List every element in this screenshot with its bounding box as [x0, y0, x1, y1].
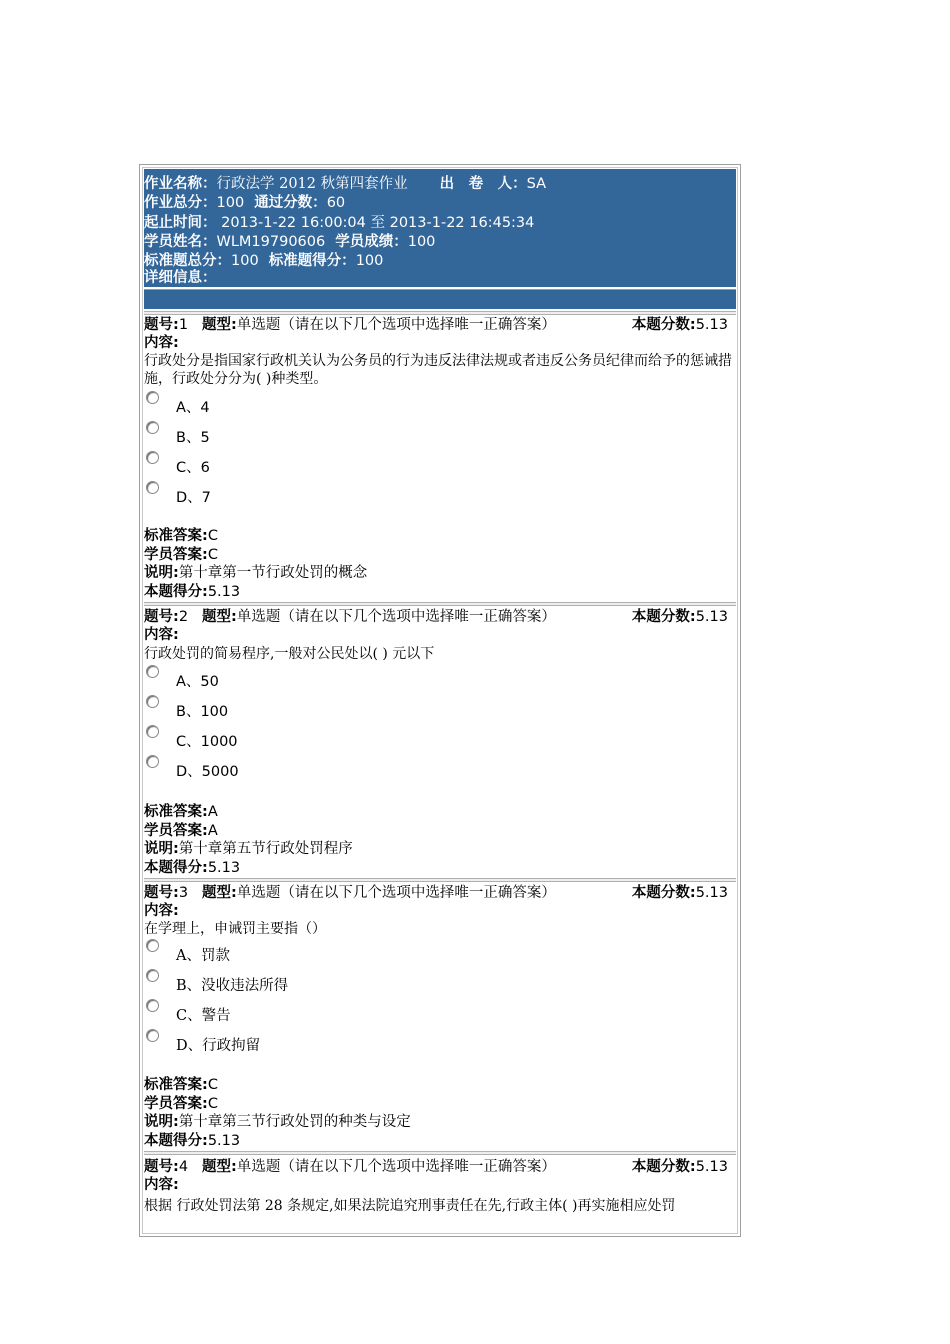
qnum-label: 题号:	[144, 317, 179, 333]
pass-label: 通过分数：	[254, 195, 327, 211]
student-value: WLM19790606	[216, 234, 326, 250]
header-detail-bar	[144, 289, 736, 309]
score-value: 5.13	[695, 885, 728, 901]
header-line-student	[144, 233, 435, 252]
grade-label: 学员成绩：	[335, 234, 408, 250]
std-answer-value: A	[207, 804, 218, 820]
option-label: D、行政拘留	[176, 1038, 261, 1054]
homework-frame	[139, 164, 741, 1237]
total-label: 作业总分：	[144, 195, 217, 211]
qtype-label: 题型:	[202, 1159, 237, 1175]
explain-value: 第十章第五节行政处罚程序	[178, 841, 353, 857]
question-text: 行政处分是指国家行政机关认为公务员的行为违反法律法规或者违反公务员纪律而给予的惩诫措施，行政处分分为( )种类型。	[144, 353, 732, 387]
qnum-value: 3	[178, 885, 189, 901]
radio-button[interactable]	[146, 969, 159, 982]
std-score-value: 100	[355, 253, 384, 269]
stu-answer-row	[144, 822, 218, 840]
separator	[144, 602, 736, 606]
std-total-value: 100	[231, 253, 259, 269]
stu-answer-value: C	[207, 1096, 218, 1112]
std-answer-label: 标准答案:	[144, 804, 208, 820]
qnum-value: 2	[178, 609, 189, 625]
explain-value: 第十章第三节行政处罚的种类与设定	[178, 1114, 411, 1130]
explain-label: 说明:	[144, 841, 179, 857]
explain-value: 第十章第一节行政处罚的概念	[178, 565, 368, 581]
radio-button[interactable]	[146, 755, 159, 768]
explain-row	[144, 1113, 411, 1131]
detail-label: 详细信息：	[144, 270, 217, 286]
option-label: B、100	[176, 704, 229, 720]
explain-row	[144, 840, 353, 858]
stu-answer-row	[144, 546, 218, 564]
header-line-time	[144, 214, 534, 233]
got-row	[144, 859, 240, 877]
qtype-label: 题型:	[202, 609, 237, 625]
separator	[144, 311, 736, 315]
std-score-label: 标准题得分：	[268, 253, 356, 269]
option-label: A、4	[176, 400, 210, 416]
qtype-label: 题型:	[202, 317, 237, 333]
option-label: B、5	[176, 430, 210, 446]
content-label: 内容:	[144, 627, 179, 643]
qnum-value: 1	[178, 317, 189, 333]
time-label: 起止时间：	[144, 215, 217, 231]
question-4-score	[632, 1158, 728, 1176]
pass-value: 60	[326, 195, 346, 211]
radio-button[interactable]	[146, 421, 159, 434]
question-text: 根据 行政处罚法第 28 条规定,如果法院追究刑事责任在先,行政主体( )再实施相应处罚	[144, 1198, 676, 1214]
total-value: 100	[216, 195, 245, 211]
option-label: B、没收违法所得	[176, 978, 289, 994]
name-label: 作业名称：	[144, 176, 217, 192]
question-2-score	[632, 608, 728, 626]
separator	[144, 878, 736, 882]
score-value: 5.13	[695, 317, 728, 333]
content-label: 内容:	[144, 335, 179, 351]
score-label: 本题分数:	[631, 885, 696, 901]
stu-answer-value: C	[207, 547, 218, 563]
homework-name: 行政法学 2012 秋第四套作业	[216, 176, 408, 192]
content-label: 内容:	[144, 1177, 179, 1193]
got-row	[144, 1132, 240, 1150]
separator	[144, 1151, 736, 1155]
option-label: D、7	[176, 490, 211, 506]
score-label: 本题分数:	[631, 317, 696, 333]
header-line-name	[144, 175, 546, 194]
radio-button[interactable]	[146, 939, 159, 952]
radio-button[interactable]	[146, 695, 159, 708]
got-value: 5.13	[207, 860, 241, 876]
qnum-label: 题号:	[144, 609, 179, 625]
question-3-score	[632, 884, 728, 902]
qtype-value: 单选题（请在以下几个选项中选择唯一正确答案）	[236, 609, 556, 625]
got-label: 本题得分:	[144, 1133, 208, 1149]
homework-header	[144, 169, 736, 287]
std-answer-row	[144, 803, 218, 821]
question-3-title	[144, 884, 556, 902]
question-1-score	[632, 316, 728, 334]
std-answer-label: 标准答案:	[144, 1077, 208, 1093]
author-label: 出 卷 人：	[439, 176, 527, 192]
qnum-label: 题号:	[144, 1159, 179, 1175]
std-answer-value: C	[207, 1077, 218, 1093]
score-value: 5.13	[695, 609, 728, 625]
radio-button[interactable]	[146, 999, 159, 1012]
student-label: 学员姓名：	[144, 234, 217, 250]
radio-button[interactable]	[146, 665, 159, 678]
option-label: C、警告	[176, 1008, 231, 1024]
stu-answer-label: 学员答案:	[144, 823, 208, 839]
qtype-label: 题型:	[202, 885, 237, 901]
got-label: 本题得分:	[144, 860, 208, 876]
score-label: 本题分数:	[631, 609, 696, 625]
option-label: A、50	[176, 674, 219, 690]
stu-answer-value: A	[207, 823, 218, 839]
header-line-detail	[144, 269, 217, 288]
radio-button[interactable]	[146, 725, 159, 738]
question-2-title	[144, 608, 556, 626]
radio-button[interactable]	[146, 391, 159, 404]
qnum-value: 4	[178, 1159, 189, 1175]
explain-label: 说明:	[144, 565, 179, 581]
option-label: A、罚款	[176, 948, 230, 964]
qtype-value: 单选题（请在以下几个选项中选择唯一正确答案）	[236, 885, 556, 901]
question-4-title	[144, 1158, 556, 1176]
got-row	[144, 583, 240, 601]
time-value: 2013-1-22 16:00:04 至 2013-1-22 16:45:34	[216, 215, 535, 231]
stu-answer-row	[144, 1095, 218, 1113]
std-answer-value: C	[207, 528, 218, 544]
radio-button[interactable]	[146, 451, 159, 464]
stu-answer-label: 学员答案:	[144, 1096, 208, 1112]
score-label: 本题分数:	[631, 1159, 696, 1175]
question-1-title	[144, 316, 556, 334]
option-label: D、5000	[176, 764, 239, 780]
std-answer-row	[144, 1076, 218, 1094]
got-label: 本题得分:	[144, 584, 208, 600]
got-value: 5.13	[207, 1133, 241, 1149]
option-label: C、1000	[176, 734, 238, 750]
qnum-label: 题号:	[144, 885, 179, 901]
std-total-label: 标准题总分：	[144, 253, 231, 269]
stu-answer-label: 学员答案:	[144, 547, 208, 563]
content-label: 内容:	[144, 903, 179, 919]
header-line-scores	[144, 194, 345, 213]
radio-button[interactable]	[146, 1029, 159, 1042]
std-answer-label: 标准答案:	[144, 528, 208, 544]
explain-label: 说明:	[144, 1114, 179, 1130]
option-label: C、6	[176, 460, 210, 476]
grade-value: 100	[407, 234, 436, 250]
std-answer-row	[144, 527, 218, 545]
got-value: 5.13	[207, 584, 241, 600]
qtype-value: 单选题（请在以下几个选项中选择唯一正确答案）	[236, 317, 556, 333]
question-text: 在学理上，申诫罚主要指（）	[144, 921, 326, 937]
explain-row	[144, 564, 367, 582]
score-value: 5.13	[695, 1159, 728, 1175]
qtype-value: 单选题（请在以下几个选项中选择唯一正确答案）	[236, 1159, 556, 1175]
radio-button[interactable]	[146, 481, 159, 494]
question-text: 行政处罚的简易程序,一般对公民处以( ) 元以下	[144, 646, 435, 662]
author-value: SA	[526, 176, 547, 192]
